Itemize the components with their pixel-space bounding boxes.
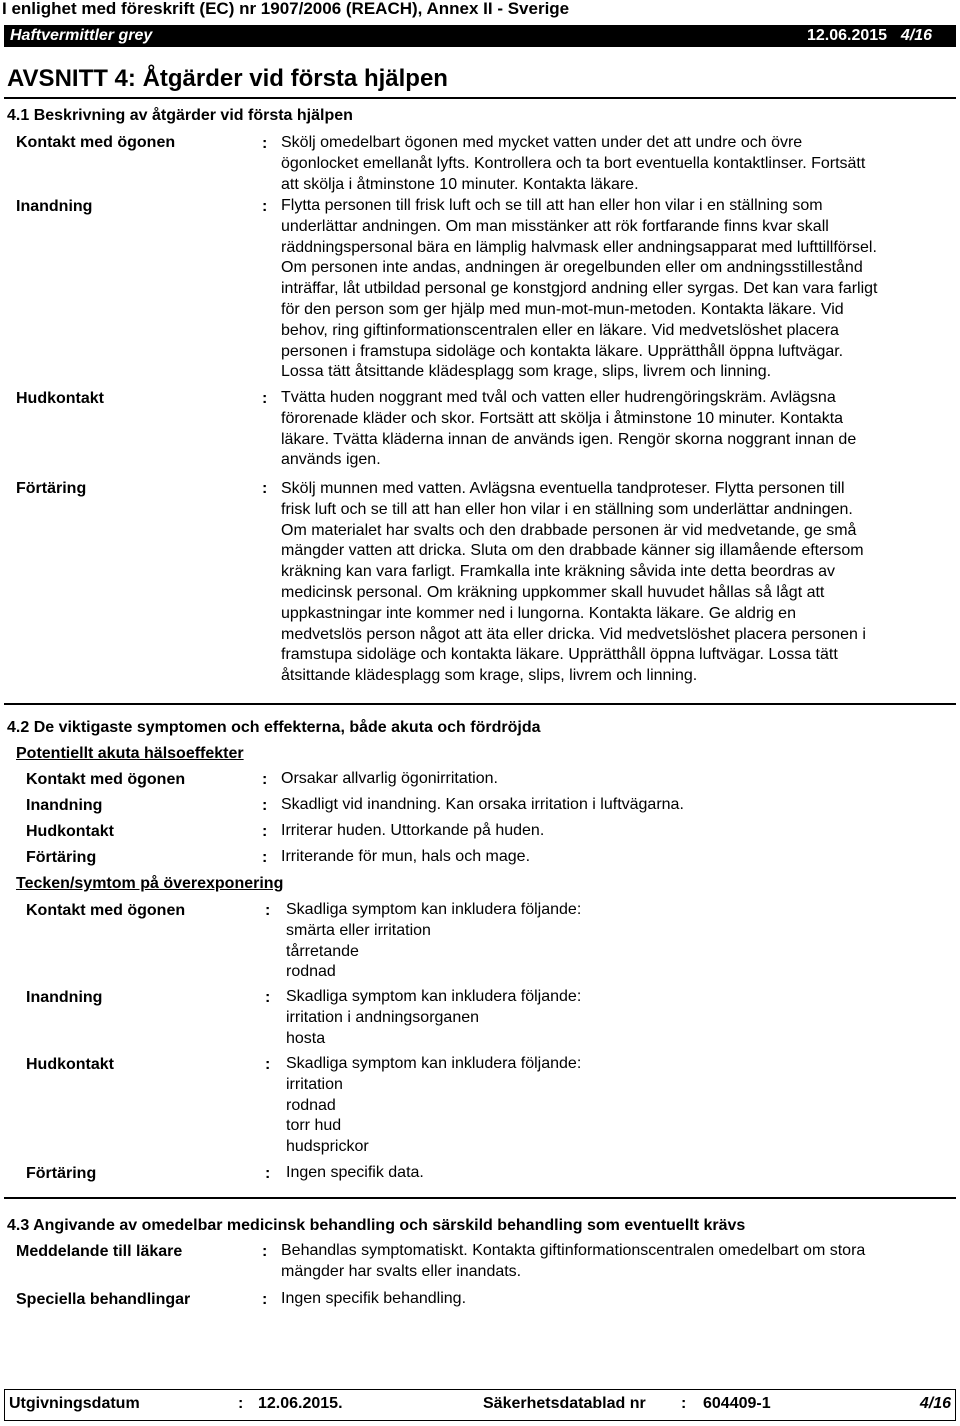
footer-colon-issue: : [238,1395,244,1412]
acute-label-eyes: Kontakt med ögonen [26,771,186,788]
s41-label-inhalation: Inandning [16,198,93,215]
acute-text-inhalation: Skadligt vid inandning. Kan orsaka irritation i luftvägarna. [281,796,684,813]
subsection-4-1-heading: 4.1 Beskrivning av åtgärder vid första hjälpen [7,107,353,124]
overexp-colon-eyes: : [265,902,271,919]
s41-label-ingestion: Förtäring [16,480,87,497]
overexp-text-inhalation: Skadliga symptom kan inkludera följande: irritation i andningsorganen hosta [286,988,582,1047]
acute-text-eyes: Orsakar allvarlig ögonirritation. [281,770,498,787]
regulation-title: I enlighet med föreskrift (EC) nr 1907/2006 (REACH), Annex II - Sverige [2,0,570,18]
s41-label-eyes: Kontakt med ögonen [16,134,176,151]
s41-label-skin: Hudkontakt [16,390,104,407]
overexp-text-skin: Skadliga symptom kan inkludera följande: irritation rodnad torr hud hudsprickor [286,1055,582,1156]
subsection-4-2-heading: 4.2 De viktigaste symptomen och effekterna, både akuta och fördröjda [7,719,541,736]
s41-colon-inhalation: : [262,198,268,215]
overexp-label-skin: Hudkontakt [26,1056,114,1073]
overexp-label-inhalation: Inandning [26,989,103,1006]
overexposure-heading: Tecken/symtom på överexponering [16,875,284,892]
footer-bar [4,1389,956,1421]
s41-colon-ingestion: : [262,480,268,497]
acute-colon-inhalation: : [262,797,268,814]
acute-text-ingestion: Irriterande för mun, hals och mage. [281,848,531,865]
s43-colon-physician: : [262,1243,268,1260]
s41-text-skin: Tvätta huden noggrant med tvål och vatten eller hudrengöringskräm. Avlägsna förorenade kläder och skor. Fortsätt att skölja i åtminstone 10 minuter. Kontakta läkare. Tvätta kläderna innan de används igen. Rengör skorna noggrant innan de används igen. [281,389,857,469]
header-page-number: 4/16 [900,27,932,44]
section-title: AVSNITT 4: Åtgärder vid första hjälpen [7,65,448,92]
acute-colon-ingestion: : [262,849,268,866]
s41-text-ingestion: Skölj munnen med vatten. Avlägsna eventuella tandproteser. Flytta personen till frisk luft och se till att han eller hon vilar i en ställning som underlättar andningen. Om materialet har svalts och den drabbade personen är vid medvetande, ge små mängder vatten att dricka. Sluta om den drabbade känner sig illamående eftersom kräkning kan vara farligt. Framkalla inte kräkning såvida inte detta beordras av medicinsk personal. Om kräkning uppkommer skall huvudet hållas så lågt att uppkastningar inte kommer ned i lungorna. Kontakta läkare. Ge aldrig en medvetslös person något att äta eller dricka. Vid medvetslöshet placera personen i framstupa sidoläge och kontakta läkare. Upprätthåll öppna luftvägar. Lossa tätt åtsittande klädesplagg som krage, slips, livrem och linning. [281,480,866,685]
footer-sds-number: 604409-1 [703,1395,771,1412]
overexp-label-ingestion: Förtäring [26,1165,97,1182]
s43-text-physician: Behandlas symptomatiskt. Kontakta giftinformationscentralen omedelbart om stora mängder har svalts eller inandats. [281,1242,866,1280]
footer-colon-sds: : [681,1395,687,1412]
s43-label-physician: Meddelande till läkare [16,1243,183,1260]
s43-label-special-treatment: Speciella behandlingar [16,1291,191,1308]
acute-text-skin: Irriterar huden. Uttorkande på huden. [281,822,545,839]
footer-issue-date: 12.06.2015. [258,1395,343,1412]
acute-effects-heading: Potentiellt akuta hälsoeffekter [16,745,244,762]
footer-sds-label: Säkerhetsdatablad nr [483,1395,646,1412]
acute-label-ingestion: Förtäring [26,849,97,866]
s41-text-eyes: Skölj omedelbart ögonen med mycket vatten under det att undre och övre ögonlocket emellanåt lyfts. Kontrollera och ta bort eventuella kontaktlinser. Fortsätt att skölja i åtminstone 10 minuter. Kontakta läkare. [281,134,866,193]
s43-text-special-treatment: Ingen specifik behandling. [281,1290,467,1307]
product-name: Haftvermittler grey [10,27,153,44]
footer-issue-label: Utgivningsdatum [9,1395,140,1412]
subsection-rule-4-2 [4,703,956,705]
overexp-colon-ingestion: : [265,1165,271,1182]
s41-colon-skin: : [262,390,268,407]
footer-page-number: 4/16 [919,1395,951,1412]
subsection-rule-4-3 [4,1197,956,1199]
overexp-text-eyes: Skadliga symptom kan inkludera följande: smärta eller irritation tårretande rodnad [286,901,582,981]
header-bar [4,25,956,47]
section-rule [4,97,956,99]
subsection-4-3-heading: 4.3 Angivande av omedelbar medicinsk behandling och särskild behandling som eventuellt krävs [7,1217,746,1234]
s41-colon-eyes: : [262,135,268,152]
overexp-label-eyes: Kontakt med ögonen [26,902,186,919]
overexp-text-ingestion: Ingen specifik data. [286,1164,424,1181]
acute-colon-eyes: : [262,771,268,788]
acute-label-skin: Hudkontakt [26,823,114,840]
acute-label-inhalation: Inandning [26,797,103,814]
overexp-colon-inhalation: : [265,989,271,1006]
s41-text-inhalation: Flytta personen till frisk luft och se till att han eller hon vilar i en ställning som underlättar andningen. Om man misstänker att rök fortfarande finns kvar skall räddningspersonal bära en lämplig halvmask eller andningsapparat med lufttillförsel. Om personen inte andas, andningen är oregelbunden eller om andningsstillestånd inträffar, låt utbildad personal ge konstgjord andning eller syrgas. Det kan vara farligt för den person som ger hjälp med mun-mot-mun-metoden. Kontakta läkare. Vid behov, ring giftinformationscentralen eller en läkare. Vid medvetslöshet placera personen i framstupa sidoläge och kontakta läkare. Upprätthåll öppna luftvägar. Lossa tätt åtsittande klädesplagg som krage, slips, livrem och linning. [281,197,878,381]
acute-colon-skin: : [262,823,268,840]
s43-colon-special-treatment: : [262,1291,268,1308]
header-date: 12.06.2015 [807,27,888,44]
overexp-colon-skin: : [265,1056,271,1073]
